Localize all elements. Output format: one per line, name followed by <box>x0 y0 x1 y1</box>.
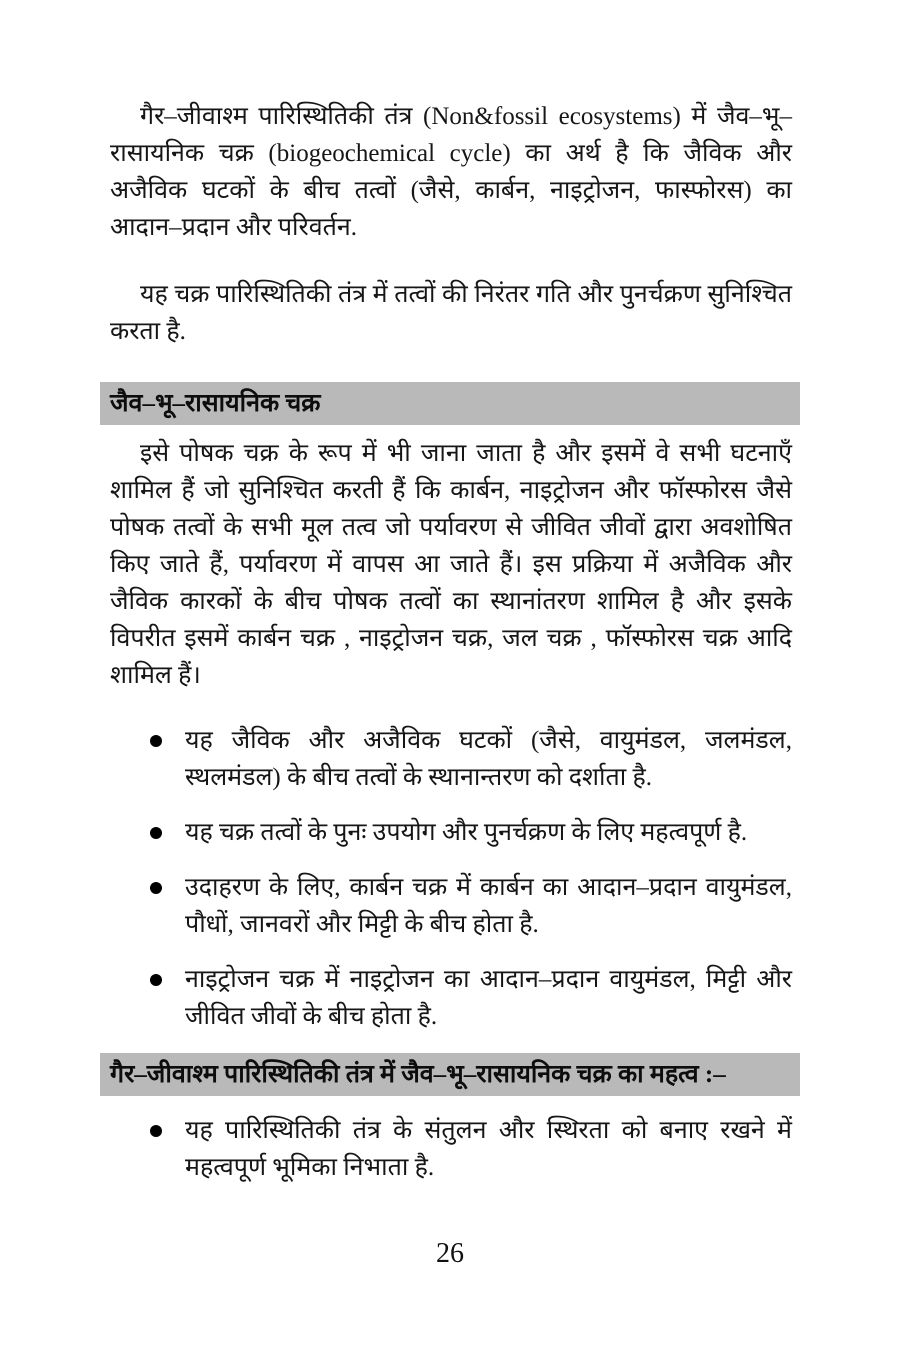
bullet-text-transfer: यह जैविक और अजैविक घटकों (जैसे, वायुमंडल, जलमंडल, स्थलमंडल) के बीच तत्वों के स्थानान्तरण को दर्शाता है. <box>185 727 792 791</box>
list-item <box>110 869 792 943</box>
bullet-list-importance <box>110 1112 792 1186</box>
paragraph-cycle-summary: यह चक्र पारिस्थितिकी तंत्र में तत्वों की निरंतर गति और पुनर्चक्रण सुनिश्चित करता है. <box>110 281 792 345</box>
list-item <box>110 722 792 796</box>
bullet-icon <box>150 974 162 986</box>
list-item <box>110 961 792 1035</box>
list-item <box>110 1112 792 1186</box>
text-column <box>110 0 792 1186</box>
bullet-text-recycling: यह चक्र तत्वों के पुनः उपयोग और पुनर्चक्रण के लिए महत्वपूर्ण है. <box>185 819 748 846</box>
section-heading-biogeochemical-cycle: जैव–भू–रासायनिक चक्र <box>100 382 800 425</box>
page-number: 26 <box>436 1238 464 1269</box>
list-item <box>110 814 792 851</box>
paragraph-nutrient-cycle: इसे पोषक चक्र के रूप में भी जाना जाता है और इसमें वे सभी घटनाएँ शामिल हैं जो सुनिश्चित करती हैं कि कार्बन, नाइट्रोजन और फॉस्फोरस जैसे पोषक तत्वों के सभी मूल तत्व जो पर्यावरण से जीवित जीवों द्वारा अवशोषित किए जाते हैं, पर्यावरण में वापस आ जाते हैं। इस प्रक्रिया में अजैविक और जैविक कारकों के बीच पोषक तत्वों का स्थानांतरण शामिल है और इसके विपरीत इसमें कार्बन चक्र , नाइट्रोजन चक्र, जल चक्र , फॉस्फोरस चक्र आदि शामिल हैं। <box>110 440 792 689</box>
bullet-icon <box>150 1125 162 1137</box>
bullet-text-nitrogen-cycle: नाइट्रोजन चक्र में नाइट्रोजन का आदान–प्रदान वायुमंडल, मिट्टी और जीवित जीवों के बीच होता है. <box>185 966 792 1030</box>
paragraph-intro: गैर–जीवाश्म पारिस्थितिकी तंत्र (Non&fossil ecosystems) में जैव–भू–रासायनिक चक्र (biogeochemical cycle) का अर्थ है कि जैविक और अजैविक घटकों के बीच तत्वों (जैसे, कार्बन, नाइट्रोजन, फास्फोरस) का आदान–प्रदान और परिवर्तन. <box>110 103 792 241</box>
bullet-icon <box>150 827 162 839</box>
bullet-icon <box>150 735 162 747</box>
bullet-text-carbon-example: उदाहरण के लिए, कार्बन चक्र में कार्बन का आदान–प्रदान वायुमंडल, पौधों, जानवरों और मिट्टी के बीच होता है. <box>185 874 792 938</box>
bullet-text-balance-stability: यह पारिस्थितिकी तंत्र के संतुलन और स्थिरता को बनाए रखने में महत्वपूर्ण भूमिका निभाता है. <box>185 1117 792 1181</box>
section-heading-importance: गैर–जीवाश्म पारिस्थितिकी तंत्र में जैव–भू–रासायनिक चक्र का महत्व :– <box>100 1053 800 1096</box>
bullet-list <box>110 722 792 1035</box>
bullet-icon <box>150 882 162 894</box>
